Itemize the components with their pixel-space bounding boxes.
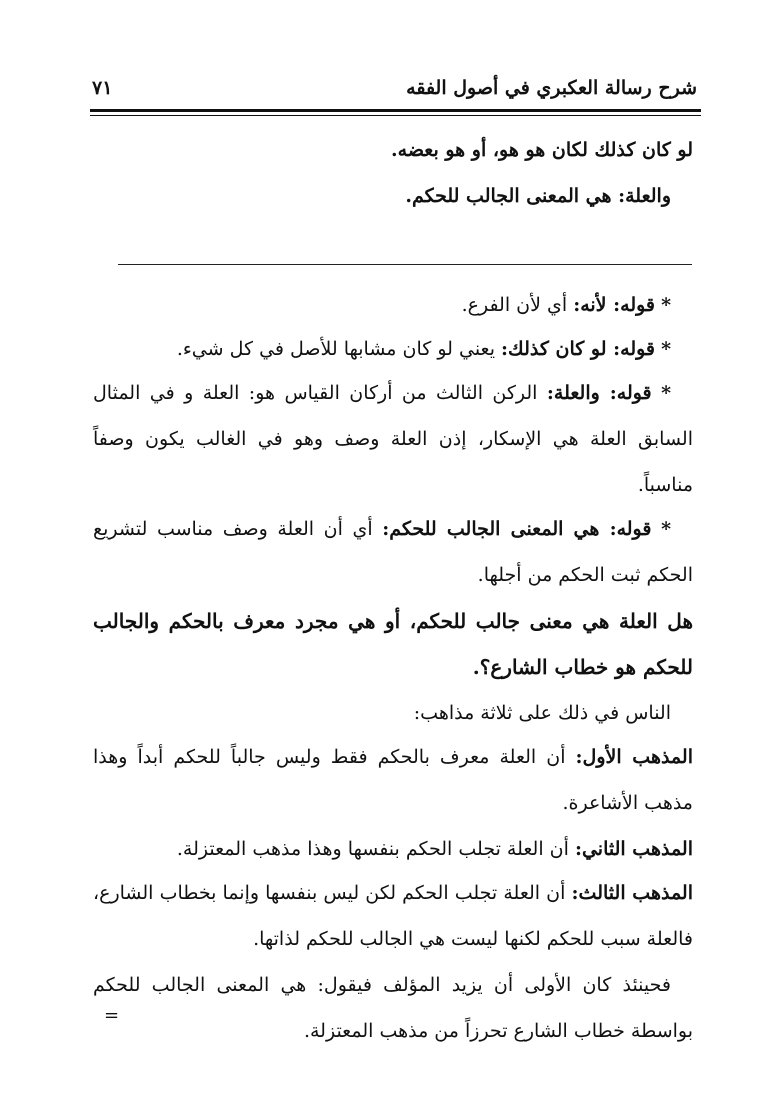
main-text-line-2: والعلة: هي المعنى الجالب للحكم.	[405, 185, 671, 207]
note-marker: *	[661, 382, 672, 404]
note-marker: *	[661, 338, 671, 360]
school-label: المذهب الثاني:	[574, 838, 693, 860]
note-marker: *	[661, 518, 671, 540]
note-label: قوله: والعلة:	[546, 382, 652, 404]
note-label: قوله: هي المعنى الجالب للحكم:	[382, 518, 652, 540]
note-item	[93, 282, 693, 328]
section-question-heading: هل العلة هي معنى جالب للحكم، أو هي مجرد معرف بالحكم والجالب للحكم هو خطاب الشارع؟.	[93, 609, 693, 679]
footnote-separator	[118, 264, 692, 265]
note-text: أي أن العلة وصف مناسب لتشريع الحكم ثبت الحكم من أجلها.	[93, 518, 693, 586]
note-text: أي لأن الفرع.	[461, 294, 574, 316]
main-text-line-1: لو كان كذلك لكان هو هو، أو هو بعضه.	[391, 139, 693, 161]
note-label: قوله: لو كان كذلك:	[501, 338, 656, 360]
intro-text: الناس في ذلك على ثلاثة مذاهب:	[413, 702, 671, 724]
note-label: قوله: لأنه:	[573, 294, 656, 316]
school-label: المذهب الثالث:	[571, 882, 693, 904]
school-item	[93, 734, 693, 826]
page-number: ٧١	[92, 77, 113, 99]
school-item	[93, 870, 693, 962]
running-title: شرح رسالة العكبري في أصول الفقه	[406, 77, 697, 99]
margin-mark: =	[104, 1005, 120, 1026]
school-label: المذهب الأول:	[575, 746, 693, 768]
school-text: أن العلة تجلب الحكم لكن ليس بنفسها وإنما بخطاب الشارع، فالعلة سبب للحكم لكنها ليست هي الجالب للحكم لذاتها.	[93, 882, 693, 950]
note-item	[93, 326, 693, 372]
note-marker: *	[661, 294, 671, 316]
school-item	[93, 826, 693, 872]
header-rule-thick	[90, 109, 701, 112]
header-rule-thin	[90, 115, 701, 116]
note-item	[93, 370, 693, 508]
note-text: يعني لو كان مشابها للأصل في كل شيء.	[176, 338, 502, 360]
school-text: أن العلة معرف بالحكم فقط وليس جالباً للحكم أبداً وهذا مذهب الأشاعرة.	[93, 746, 693, 814]
note-text: الركن الثالث من أركان القياس هو: العلة و في المثال السابق العلة هي الإسكار، إذن العلة وصف وهو في الغالب يكون وصفاً مناسباً.	[93, 382, 693, 496]
note-item	[93, 506, 693, 598]
school-text: أن العلة تجلب الحكم بنفسها وهذا مذهب المعتزلة.	[176, 838, 575, 860]
conclusion-text: فحينئذ كان الأولى أن يزيد المؤلف فيقول: هي المعنى الجالب للحكم بواسطة خطاب الشارع تحرزاً من مذهب المعتزلة.	[93, 974, 693, 1042]
